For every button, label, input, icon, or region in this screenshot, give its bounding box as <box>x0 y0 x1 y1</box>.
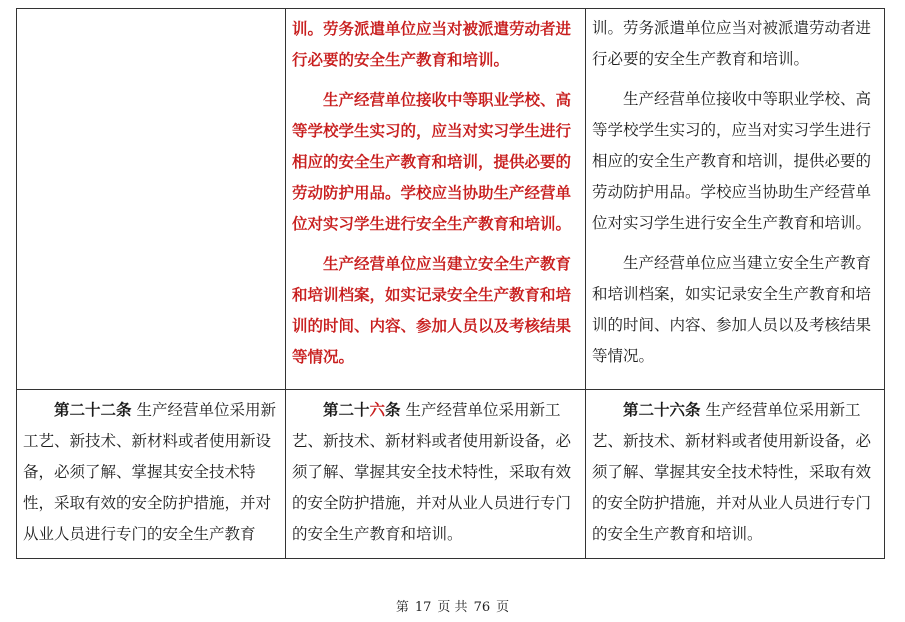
paragraph: 生产经营单位应当建立安全生产教育和培训档案，如实记录安全生产教育和培训的时间、内容、参加人员以及考核结果等情况。 <box>592 254 872 365</box>
comparison-table <box>16 8 885 559</box>
article-number: 第二十六条 <box>623 400 701 419</box>
total-pages-number: 76 <box>473 600 491 615</box>
original-text-cell <box>17 9 286 390</box>
original-text-cell <box>17 390 286 559</box>
paragraph <box>23 394 279 550</box>
table-row <box>17 390 885 559</box>
article-text: 生产经营单位采用新工艺、新技术、新材料或者使用新设备，必须了解、掌握其安全技术特性，采取有效的安全防护措施，并对从业人员进行专门的安全生产教育和培训。 <box>592 401 872 543</box>
final-text-cell <box>586 9 885 390</box>
paragraph: 生产经营单位接收中等职业学校、高等学校学生实习的，应当对实习学生进行相应的安全生产教育和培训，提供必要的劳动防护用品。学校应当协助生产经营单位对实习学生进行安全生产教育和培训。 <box>292 90 572 233</box>
article-number: 第二十二条 <box>54 400 132 419</box>
draft-text-cell <box>286 9 586 390</box>
current-page-number: 17 <box>414 600 432 615</box>
article-text: 生产经营单位采用新工艺、新技术、新材料或者使用新设备，必须了解、掌握其安全技术特性，采取有效的安全防护措施，并对从业人员进行专门的安全生产教育 <box>23 401 276 543</box>
paragraph <box>592 394 878 550</box>
paragraph: 训。劳务派遣单位应当对被派遣劳动者进行必要的安全生产教育和培训。 <box>592 19 872 68</box>
table-row <box>17 9 885 390</box>
paragraph: 训。劳务派遣单位应当对被派遣劳动者进行必要的安全生产教育和培训。 <box>292 19 572 69</box>
draft-text-cell <box>286 390 586 559</box>
changed-character: 六 <box>369 400 386 419</box>
paragraph: 生产经营单位应当建立安全生产教育和培训档案，如实记录安全生产教育和培训的时间、内容、参加人员以及考核结果等情况。 <box>292 254 572 366</box>
article-text: 生产经营单位采用新工艺、新技术、新材料或者使用新设备，必须了解、掌握其安全技术特性，采取有效的安全防护措施，并对从业人员进行专门的安全生产教育和培训。 <box>292 401 572 543</box>
page-footer: 第 17 页 共 76 页 <box>395 600 510 615</box>
paragraph: 生产经营单位接收中等职业学校、高等学校学生实习的，应当对实习学生进行相应的安全生产教育和培训，提供必要的劳动防护用品。学校应当协助生产经营单位对实习学生进行安全生产教育和培训。 <box>592 90 872 232</box>
article-number: 第二十六条 <box>323 400 401 419</box>
final-text-cell <box>586 390 885 559</box>
paragraph <box>292 394 579 550</box>
